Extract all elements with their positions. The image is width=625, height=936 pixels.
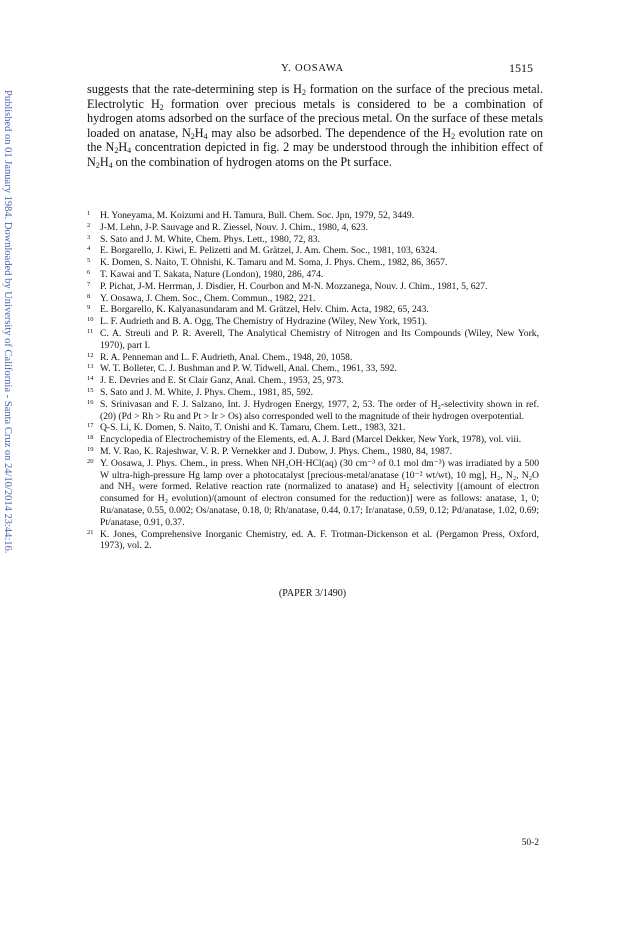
reference-text: Q-S. Li, K. Domen, S. Naito, T. Onishi and K. Tamaru, Chem. Lett., 1983, 321. bbox=[100, 422, 406, 434]
reference-number: 17 bbox=[87, 422, 94, 430]
reference-item bbox=[87, 529, 539, 553]
reference-number: 10 bbox=[87, 316, 94, 324]
paper-id: (PAPER 3/1490) bbox=[278, 588, 347, 599]
reference-number: 2 bbox=[87, 221, 91, 229]
reference-item bbox=[87, 328, 539, 352]
reference-number: 13 bbox=[87, 363, 94, 371]
reference-text: R. A. Penneman and L. F. Audrieth, Anal. Chem., 1948, 20, 1058. bbox=[100, 351, 353, 363]
reference-text: H. Yoneyama, M. Koizumi and H. Tamura, Bull. Chem. Soc. Jpn, 1979, 52, 3449. bbox=[100, 210, 415, 221]
reference-item bbox=[87, 234, 539, 246]
reference-number: 3 bbox=[87, 233, 91, 241]
reference-number: 11 bbox=[87, 327, 94, 335]
reference-item bbox=[87, 434, 539, 446]
download-notice-text[interactable]: Published on 01 January 1984. Downloaded by University of California - Santa Cruz on 24/10/2014 23:44:16. bbox=[2, 90, 13, 554]
reference-number: 4 bbox=[87, 245, 91, 253]
reference-item bbox=[87, 375, 539, 387]
running-author: Y. OOSAWA bbox=[281, 63, 344, 74]
reference-number: 6 bbox=[87, 268, 91, 276]
reference-text: P. Pichat, J-M. Herrman, J. Disdier, H. Courbon and M-N. Mozzanega, Nouv. J. Chim., 1981, 5, 627. bbox=[100, 280, 488, 292]
reference-item bbox=[87, 352, 539, 364]
reference-text: J. E. Devries and E. St Clair Ganz, Anal. Chem., 1953, 25, 973. bbox=[100, 375, 344, 387]
reference-item bbox=[87, 293, 539, 305]
reference-number: 16 bbox=[87, 398, 94, 406]
download-notice bbox=[2, 90, 14, 690]
reference-item bbox=[87, 399, 539, 423]
reference-item bbox=[87, 257, 539, 269]
reference-item bbox=[87, 363, 539, 375]
reference-item bbox=[87, 210, 539, 222]
reference-number: 18 bbox=[87, 434, 94, 442]
reference-text: C. A. Streuli and P. R. Averell, The Analytical Chemistry of Nitrogen and Its Compounds (Wiley, New York, 1970), part I. bbox=[100, 327, 539, 351]
reference-number: 8 bbox=[87, 292, 91, 300]
reference-item bbox=[87, 281, 539, 293]
reference-text: W. T. Bolleter, C. J. Bushman and P. W. Tidwell, Anal. Chem., 1961, 33, 592. bbox=[100, 363, 397, 375]
reference-text: S. Sato and J. M. White, J. Phys. Chem., 1981, 85, 592. bbox=[100, 386, 314, 398]
reference-item bbox=[87, 304, 539, 316]
reference-list bbox=[87, 210, 539, 552]
reference-number: 7 bbox=[87, 280, 91, 288]
reference-text: J-M. Lehn, J-P. Sauvage and R. Ziessel, Nouv. J. Chim., 1980, 4, 623. bbox=[100, 221, 368, 233]
reference-item bbox=[87, 446, 539, 458]
reference-text: Encyclopedia of Electrochemistry of the Elements, ed. A. J. Bard (Marcel Dekker, New York, 1978), vol. viii. bbox=[100, 434, 522, 446]
reference-text: E. Borgarello, K. Kalyanasundaram and M. Grätzel, Helv. Chim. Acta, 1982, 65, 243. bbox=[100, 304, 429, 316]
reference-item bbox=[87, 387, 539, 399]
reference-number: 1 bbox=[87, 210, 91, 217]
reference-number: 9 bbox=[87, 304, 91, 312]
body-paragraph: suggests that the rate-determining step is $H_2$ formation on the surface of the precious metal. Electrolytic $H_2$ formation over precious metals is considered to be a combination of hydrogen atoms adsorbed on the surface of the precious metal. On the surface of these metals loaded on anatase, $N_2H_4$ may also be adsorbed. The dependence of the $H_2$ evolution rate on the $N_2H_4$ concentration depicted in fig. 2 may be understood through the inhibition effect of $N_2H_4$ on the combination of hydrogen atoms on the Pt surface. bbox=[87, 82, 543, 170]
reference-text: Y. Oosawa, J. Chem. Soc., Chem. Commun., 1982, 221. bbox=[100, 292, 316, 304]
reference-text: K. Domen, S. Naito, T. Ohnishi, K. Tamaru and M. Soma, J. Phys. Chem., 1982, 86, 3657. bbox=[100, 257, 448, 269]
reference-number: 20 bbox=[87, 457, 94, 465]
reference-number: 21 bbox=[87, 528, 94, 536]
reference-text: T. Kawai and T. Sakata, Nature (London), 1980, 286, 474. bbox=[100, 268, 324, 280]
reference-number: 19 bbox=[87, 445, 94, 453]
reference-text: E. Borgarello, J. Kiwi, E. Pelizetti and M. Grätzel, J. Am. Chem. Soc., 1981, 103, 6324. bbox=[100, 245, 438, 257]
reference-item bbox=[87, 269, 539, 281]
running-head bbox=[0, 63, 625, 77]
reference-item bbox=[87, 316, 539, 328]
reference-text: S. Srinivasan and F. J. Salzano, Int. J. Hydrogen Energy, 1977, 2, 53. The order of H₂-selectivity shown in ref. (20) (Pd > Rh > Ru and Pt > Ir > Os) also corresponded well to the magnitude of their hydrogen overpotential. bbox=[100, 398, 539, 422]
reference-number: 14 bbox=[87, 375, 94, 383]
reference-number: 5 bbox=[87, 257, 91, 265]
reference-item bbox=[87, 245, 539, 257]
reference-text: S. Sato and J. M. White, Chem. Phys. Lett., 1980, 72, 83. bbox=[100, 233, 320, 245]
reference-number: 12 bbox=[87, 351, 94, 359]
page-number: 1515 bbox=[509, 61, 533, 75]
reference-item bbox=[87, 458, 539, 529]
reference-item bbox=[87, 422, 539, 434]
reference-text: L. F. Audrieth and B. A. Ogg, The Chemistry of Hydrazine (Wiley, New York, 1951). bbox=[100, 316, 428, 328]
reference-number: 15 bbox=[87, 386, 94, 394]
reference-text: M. V. Rao, K. Rajeshwar, V. R. P. Vernekker and J. Dubow, J. Phys. Chem., 1980, 84, 1987. bbox=[100, 445, 453, 457]
reference-item bbox=[87, 222, 539, 234]
reference-text: Y. Oosawa, J. Phys. Chem., in press. When NH₂OH·HCl(aq) (30 cm⁻³ of 0.1 mol dm⁻³) was irradiated by a 500 W ultra-high-pressure Hg lamp over a photocatalyst [precious-metal/anatase (10⁻² wt/wt), 10 mg], H₂, N₂, N₂O and NH₃ were formed. Relative reaction rate (normalized to anatase) and H₂ selectivity [(amount of electron consumed for H₂ evolution)/(amount of electron consumed for the reduction)] were as follows: anatase, 1, 0; Ru/anatase, 0.55, 0.002; Os/anatase, 0.18, 0; Rh/anatase, 0.44, 0.17; Ir/anatase, 0.59, 0.12; Pd/anatase, 1.02, 0.69; Pt/anatase, 0.91, 0.37. bbox=[100, 457, 539, 528]
reference-text: K. Jones, Comprehensive Inorganic Chemistry, ed. A. F. Trotman-Dickenson et al. (Pergamon Press, Oxford, 1973), vol. 2. bbox=[100, 528, 539, 552]
page-code: 50-2 bbox=[521, 838, 539, 848]
